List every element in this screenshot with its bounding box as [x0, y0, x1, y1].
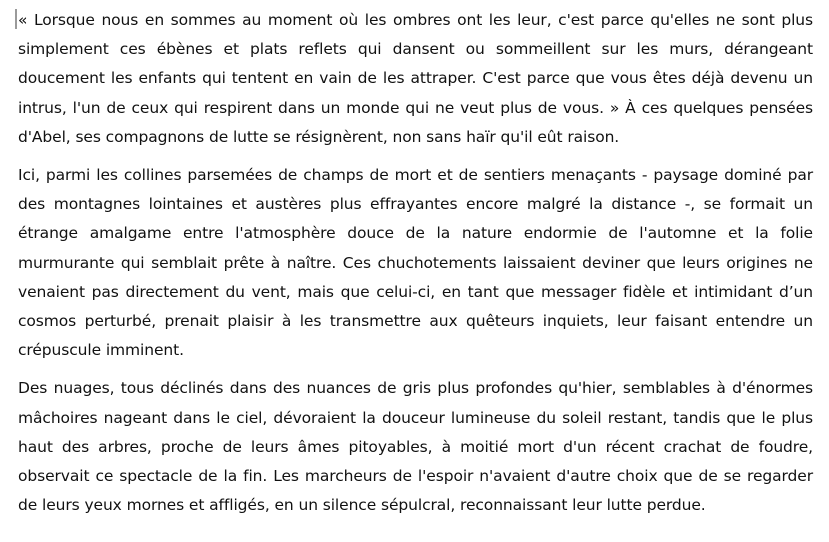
- paragraph-2: [18, 161, 813, 365]
- paragraph-3-text: Des nuages, tous déclinés dans des nuances de gris plus profondes qu'hier, semblables à d'énormes mâchoires nageant dans le ciel, dévoraient la douceur lumineuse du soleil restant, tandis que le plus haut des arbres, proche de leurs âmes pitoyables, à moitié mort d'un récent crachat de foudre, observait ce spectacle de la fin. Les marcheurs de l'espoir n'avaient d'autre choix que de se regarder de leurs yeux mornes et affligés, en un silence sépulcral, reconnaissant leur lutte perdue.: [18, 379, 813, 515]
- paragraph-1: [18, 6, 813, 152]
- paragraph-3: [18, 374, 813, 520]
- paragraph-1-text: « Lorsque nous en sommes au moment où les ombres ont les leur, c'est parce qu'elles ne sont plus simplement ces ébènes et plats reflets qui dansent ou sommeillent sur les murs, dérangeant doucement les enfants qui tentent en vain de les attraper. C'est parce que vous êtes déjà devenu un intrus, l'un de ceux qui respirent dans un monde qui ne veut plus de vous. » À ces quelques pensées d'Abel, ses compagnons de lutte se résignèrent, non sans haïr qu'il eût raison.: [18, 11, 813, 146]
- paragraph-2-text: Ici, parmi les collines parsemées de champs de mort et de sentiers menaçants - paysage dominé par des montagnes lointaines et austères plus effrayantes encore malgré la distance -, se formait un étrange amalgame entre l'atmosphère douce de la nature endormie de l'automne et la folie murmurante qui semblait prête à naître. Ces chuchotements laissaient deviner que leurs origines ne venaient pas directement du vent, mais que celui-ci, en tant que messager fidèle et intimidant d’un cosmos perturbé, prenait plaisir à les transmettre aux quêteurs inquiets, leur faisant entendre un crépuscule imminent.: [18, 166, 813, 360]
- document-body[interactable]: [18, 6, 813, 520]
- text-cursor: [15, 9, 17, 29]
